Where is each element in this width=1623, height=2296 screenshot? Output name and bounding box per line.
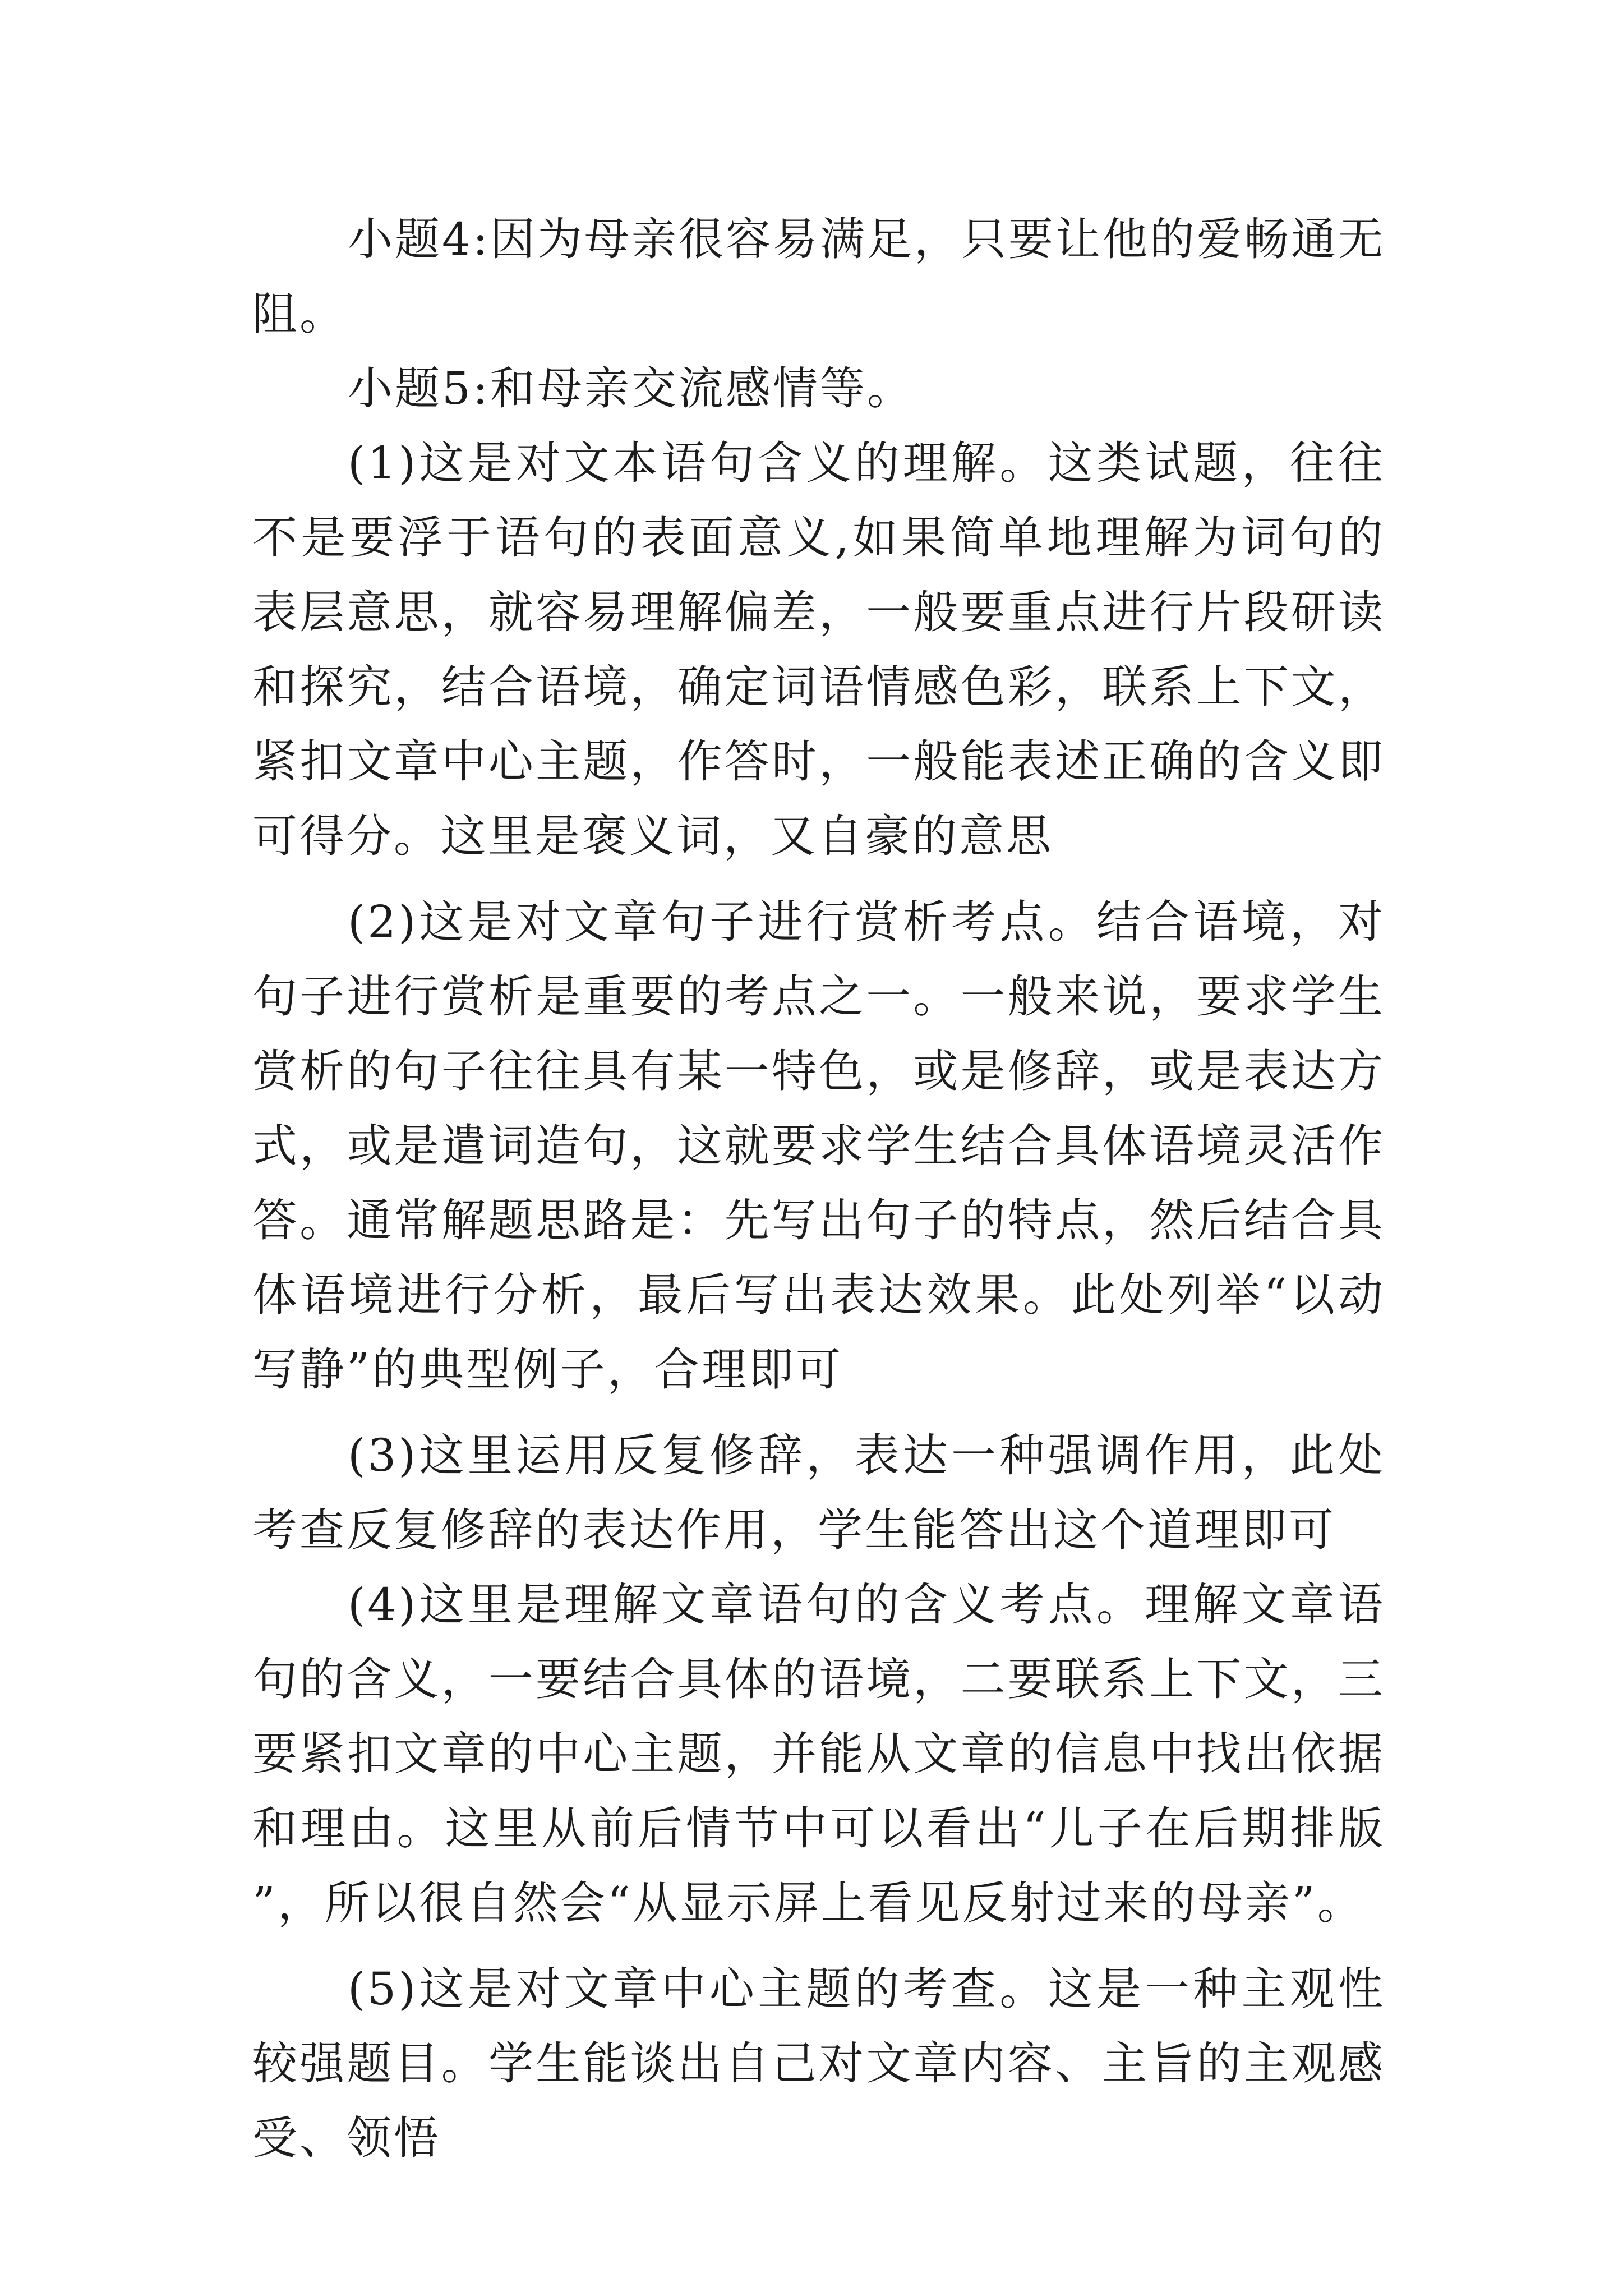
document-body bbox=[252, 202, 1385, 2175]
paragraph-answer-5: 小题5:和母亲交流感情等。 bbox=[348, 362, 914, 415]
paragraph-explanation-4: (4)这里是理解文章语句的含义考点。理解文章语句的含义，一要结合具体的语境，二要联系上下文，三要紧扣文章的中心主题，并能从文章的信息中找出依据和理由。这里从前后情节中可以看出“儿子在后期排版”，所以很自然会“从显示屏上看见反射过来的母亲”。 bbox=[252, 1579, 1385, 1929]
paragraph-explanation-5: (5)这是对文章中心主题的考查。这是一种主观性较强题目。学生能谈出自己对文章内容、主旨的主观感受、领悟 bbox=[252, 1963, 1385, 2164]
paragraph-answer-4: 小题4:因为母亲很容易满足，只要让他的爱畅通无阻。 bbox=[252, 213, 1385, 340]
paragraph-explanation-3: (3)这里运用反复修辞，表达一种强调作用，此处考查反复修辞的表达作用，学生能答出这个道理即可 bbox=[252, 1429, 1385, 1556]
paragraph-explanation-2: (2)这是对文章句子进行赏析考点。结合语境，对句子进行赏析是重要的考点之一。一般来说，要求学生赏析的句子往往具有某一特色，或是修辞，或是表达方式，或是遣词造句，这就要求学生结合具体语境灵活作答。通常解题思路是：先写出句子的特点，然后结合具体语境进行分析，最后写出表达效果。此处列举“以动写静”的典型例子，合理即可 bbox=[252, 896, 1385, 1396]
paragraph-explanation-1: (1)这是对文本语句含义的理解。这类试题，往往不是要浮于语句的表面意义,如果简单地理解为词句的表层意思，就容易理解偏差，一般要重点进行片段研读和探究，结合语境，确定词语情感色彩，联系上下文，紧扣文章中心主题，作答时，一般能表述正确的含义即可得分。这里是褒义词，又自豪的意思 bbox=[252, 437, 1385, 862]
